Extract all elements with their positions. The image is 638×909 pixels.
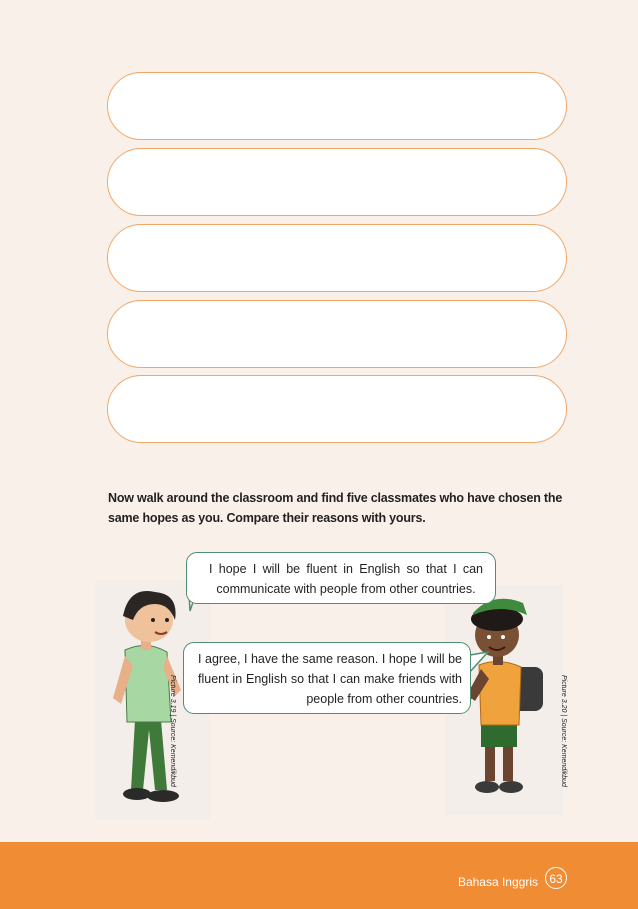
speech-text-1: I hope I will be fluent in English so that I can communicate with people from other countries. [209, 562, 483, 596]
speech-text-2: I agree, I have the same reason. I hope I will be fluent in English so that I can make friends with people from other countries. [198, 652, 462, 706]
speech-bubble-1 [186, 552, 496, 604]
answer-box-1[interactable] [107, 72, 567, 140]
instruction-text: Now walk around the classroom and find five classmates who have chosen the same hopes as you. Compare their reasons with yours. [108, 491, 563, 525]
picture-caption-right: Picture 3.20 | Source: Kemendikbud [560, 675, 567, 787]
answer-box-3[interactable] [107, 224, 567, 292]
answer-box-5[interactable] [107, 375, 567, 443]
page-footer [0, 842, 638, 909]
book-title: Bahasa Inggris [457, 875, 538, 889]
answer-box-2[interactable] [107, 148, 567, 216]
picture-caption-left: Picture 3.19 | Source: Kemendikbud [169, 675, 176, 787]
answer-box-4[interactable] [107, 300, 567, 368]
speech-bubble-2 [183, 642, 471, 714]
page-number: 63 [545, 867, 567, 889]
